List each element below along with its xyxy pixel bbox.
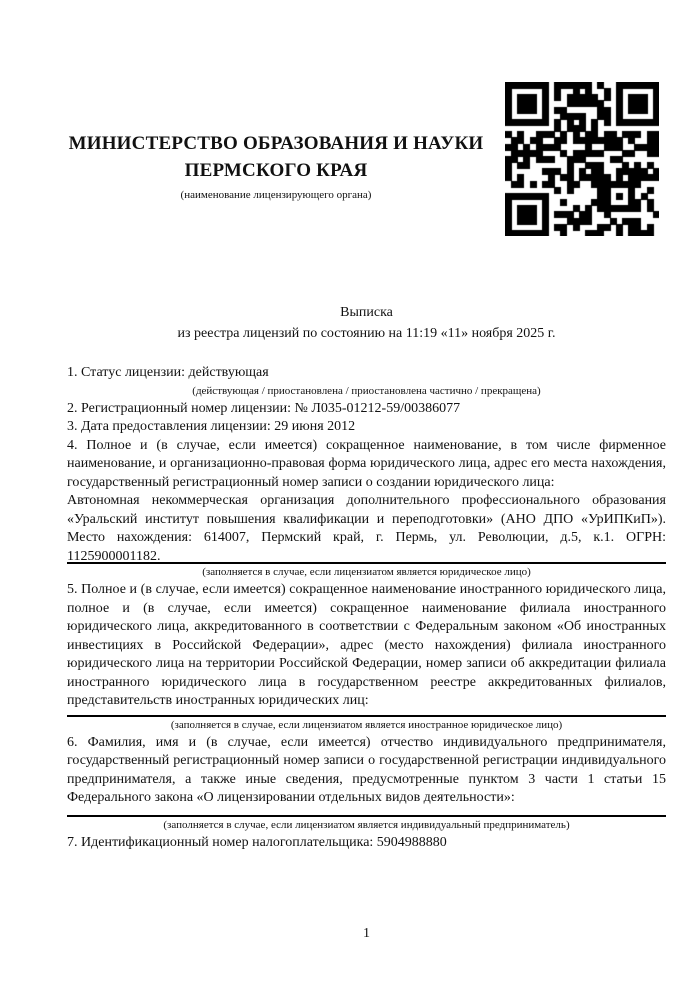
document-title-block [67,302,666,344]
grant-date-line: 3. Дата предоставления лицензии: 29 июня 2012 [67,419,356,434]
qr-code-icon [505,82,659,236]
page-number: 1 [363,926,370,941]
registration-number-line: 2. Регистрационный номер лицензии: № Л035-01212-59/00386077 [67,400,461,416]
legal-entity-note: (заполняется в случае, если лицензиатом является юридическое лицо) [202,566,531,578]
authority-caption: (наименование лицензирующего органа) [180,189,372,201]
licensing-authority-block [64,130,488,202]
document-subtitle: из реестра лицензий по состоянию на 11:19 «11» ноября 2025 г. [177,326,556,341]
entrepreneur-note: (заполняется в случае, если лицензиатом является индивидуальный предприниматель) [163,818,570,831]
status-options-note: (действующая / приостановлена / приостановлена частично / прекращена) [192,384,541,397]
legal-entity-label: 4. Полное и (в случае, если имеется) сокращенное наименование, в том числе фирменное наименование, и организационно-правовая форма юридического лица, адрес его места нахождения, государственный регистрационный номер записи о создании юридического лица: [67,437,666,490]
ministry-name-line1: МИНИСТЕРСТВО ОБРАЗОВАНИЯ И НАУКИ [68,133,484,154]
taxpayer-number-line: 7. Идентификационный номер налогоплательщика: 5904988880 [67,834,447,850]
foreign-entity-note: (заполняется в случае, если лицензиатом является иностранное юридическое лицо) [170,718,563,731]
ministry-name-line2: ПЕРМСКОГО КРАЯ [184,160,368,181]
document-body [67,364,666,852]
legal-entity-value: Автономная некоммерческая организация дополнительного профессионального образования «Уральский институт повышения квалификации и переподготовки» (АНО ДПО «УрИПКиП»). Место нахождения: 614007, Пермский край, г. Пермь, ул. Революции, д.5, к.1. ОГРН: 1125900001182. [67,493,666,564]
document-title: Выписка [340,305,393,320]
license-status-line: 1. Статус лицензии: действующая [67,365,269,380]
entrepreneur-label: 6. Фамилия, имя и (в случае, если имеется) отчество индивидуального предпринимателя, государственный регистрационный номер записи о государственной регистрации индивидуального предпринимателя, а также иные сведения, предусмотренные пунктом 3 части 1 статьи 15 Федерального закона «О лицензировании отдельных видов деятельности»: [67,734,666,805]
foreign-entity-label: 5. Полное и (в случае, если имеется) сокращенное наименование иностранного юридического лица, полное и (в случае, если имеется) сокращенное наименование филиала иностранного юридического лица, аккредитованного в соответствии с Федеральным законом «Об иностранных инвестициях в Российской Федерации», адрес (место нахождения) филиала иностранного юридического лица на территории Российской Федерации, номер записи об аккредитации филиала иностранного юридического лица в государственном реестре аккредитованных филиалов, представительств иностранных юридических лиц: [67,582,666,708]
